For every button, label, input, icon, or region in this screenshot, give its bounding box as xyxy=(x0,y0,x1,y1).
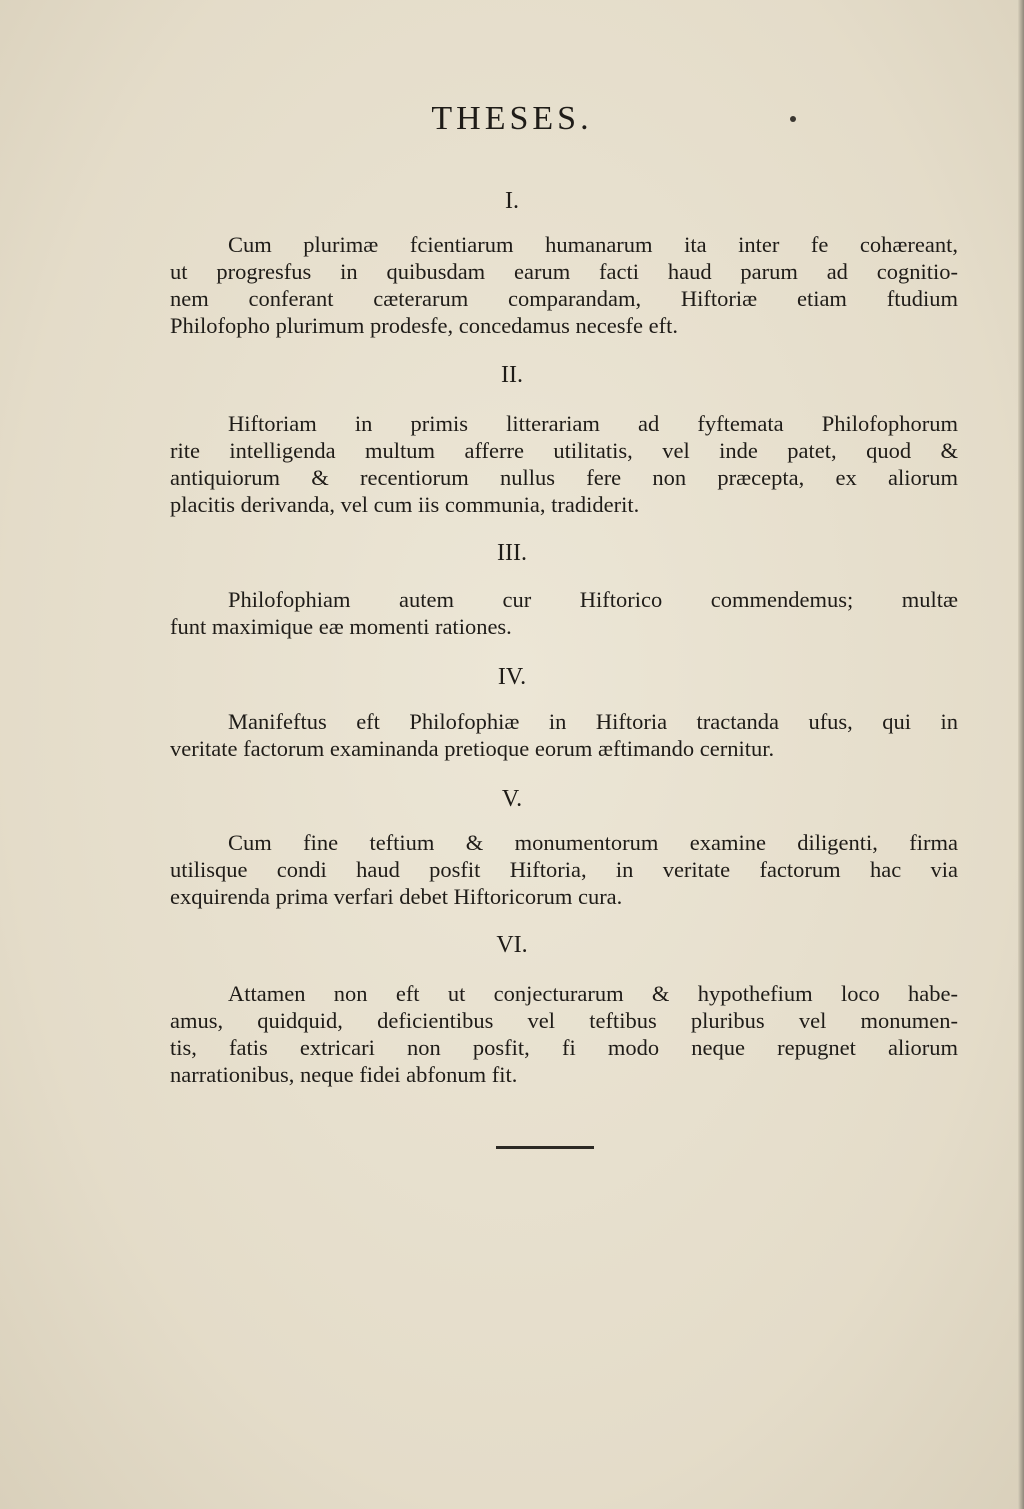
thesis-line: nem conferant cæterarum comparandam, Hiftoriæ etiam ftudium xyxy=(170,286,958,311)
thesis-line: funt maximique eæ momenti rationes. xyxy=(170,614,512,639)
thesis-line: tis, fatis extricari non posfit, fi modo neque repugnet aliorum xyxy=(170,1035,958,1060)
thesis-line: Manifeftus eft Philofophiæ in Hiftoria tractanda ufus, qui in xyxy=(228,709,958,734)
thesis-line: Cum plurimæ fcientiarum humanarum ita inter fe cohæreant, xyxy=(228,232,958,257)
thesis-line: ut progresfus in quibusdam earum facti haud parum ad cognitio- xyxy=(170,259,958,284)
ink-dot xyxy=(790,116,796,122)
thesis-line: Philofopho plurimum prodesfe, concedamus necesfe eft. xyxy=(170,313,678,338)
thesis-line: rite intelligenda multum afferre utilitatis, vel inde patet, quod & xyxy=(170,438,958,463)
thesis-numeral-1: I. xyxy=(505,188,519,214)
page-title: THESES. xyxy=(431,100,593,137)
thesis-line: Hiftoriam in primis litterariam ad fyftemata Philofophorum xyxy=(228,411,958,436)
thesis-text-1 xyxy=(170,231,958,339)
thesis-line: placitis derivanda, vel cum iis communia, tradiderit. xyxy=(170,492,640,517)
thesis-numeral-6: VI. xyxy=(496,932,528,958)
thesis-line: antiquiorum & recentiorum nullus fere non præcepta, ex aliorum xyxy=(170,465,958,490)
thesis-line: exquirenda prima verfari debet Hiftoricorum cura. xyxy=(170,884,623,909)
thesis-numeral-3: III. xyxy=(497,540,527,566)
thesis-numeral-5: V. xyxy=(501,786,523,812)
thesis-line: amus, quidquid, deficientibus vel teftibus pluribus vel monumen- xyxy=(170,1008,958,1033)
thesis-numeral-4: IV. xyxy=(497,664,527,690)
thesis-line: utilisque condi haud posfit Hiftoria, in veritate factorum hac via xyxy=(170,857,958,882)
thesis-line: Attamen non eft ut conjecturarum & hypothefium loco habe- xyxy=(228,981,958,1006)
thesis-line: Cum fine teftium & monumentorum examine diligenti, firma xyxy=(228,830,958,855)
thesis-text-6 xyxy=(170,980,958,1088)
thesis-line: veritate factorum examinanda pretioque eorum æftimando cernitur. xyxy=(170,736,775,761)
thesis-text-3 xyxy=(170,586,958,640)
thesis-numeral-2: II. xyxy=(501,362,523,388)
thesis-text-4 xyxy=(170,708,958,762)
thesis-text-5 xyxy=(170,829,958,910)
thesis-line: narrationibus, neque fidei abfonum fit. xyxy=(170,1062,518,1087)
thesis-text-2 xyxy=(170,410,958,518)
page-edge xyxy=(1018,0,1024,1509)
end-rule xyxy=(496,1146,594,1149)
thesis-line: Philofophiam autem cur Hiftorico commendemus; multæ xyxy=(228,587,958,612)
